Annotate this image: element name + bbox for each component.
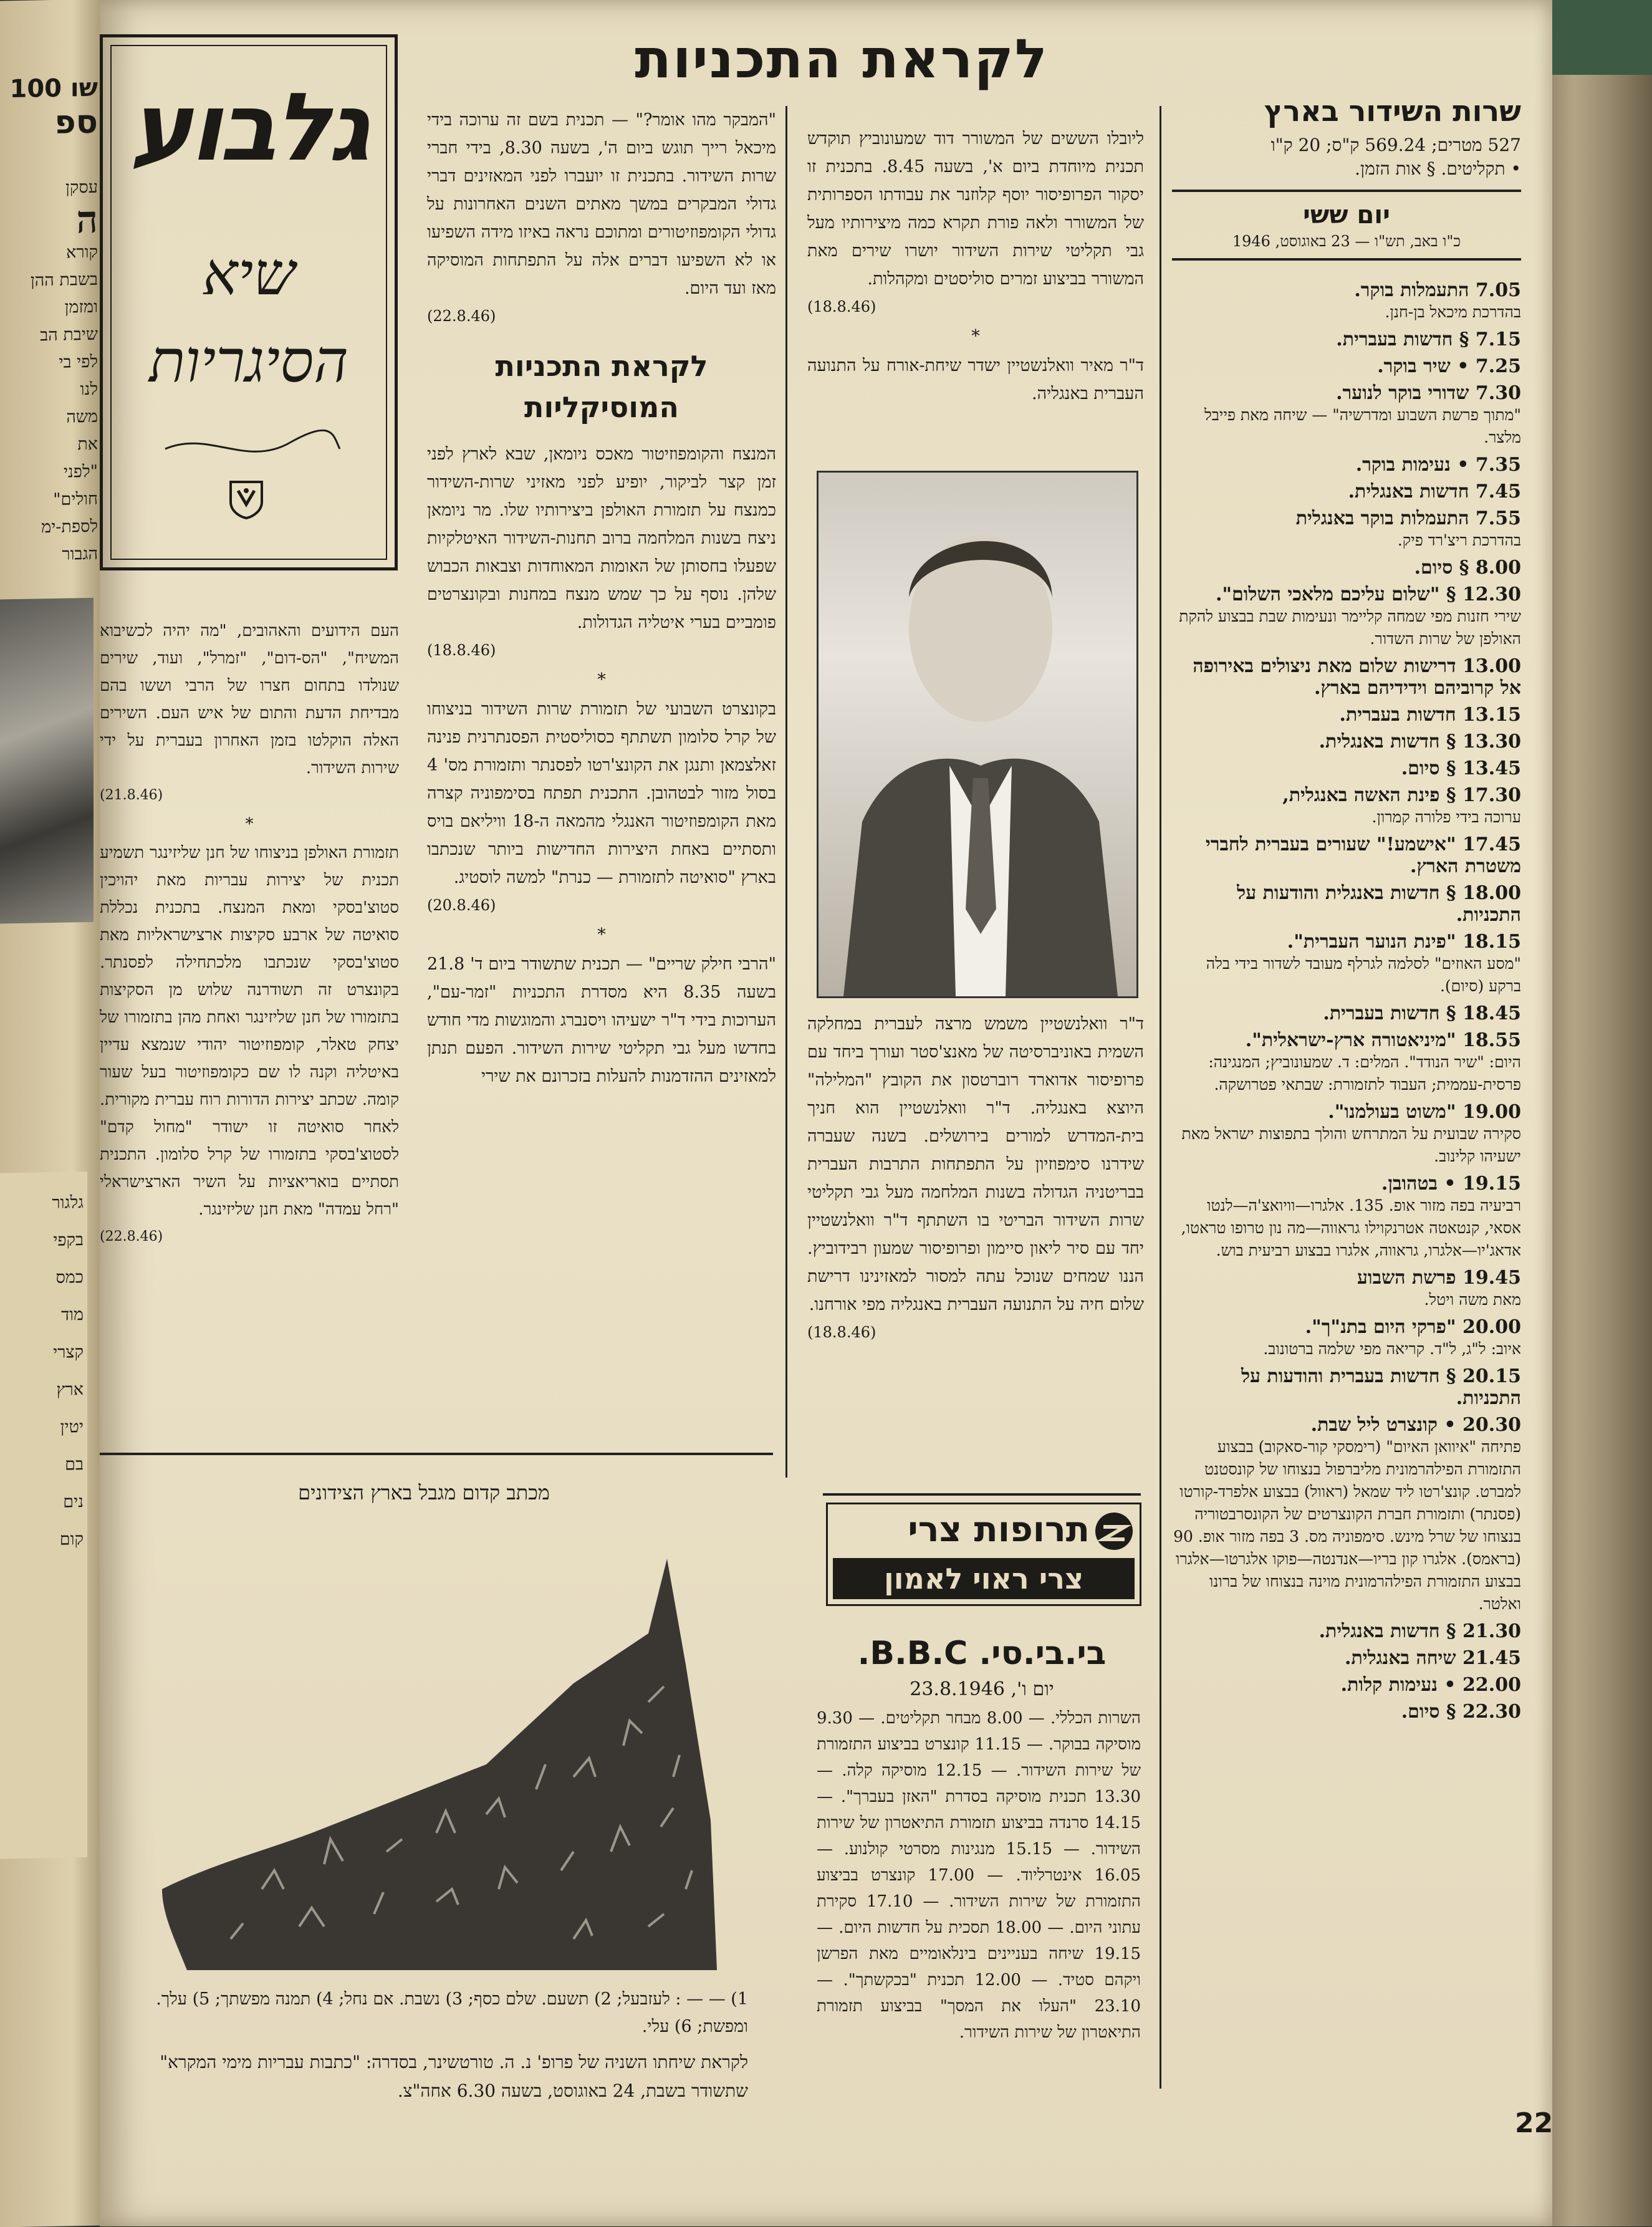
gilboa-ad (100, 34, 398, 570)
schedule-item (1172, 931, 1521, 998)
schedule-item (1172, 507, 1521, 552)
portrait-figure-icon (819, 473, 1136, 996)
schedule-item (1172, 382, 1521, 449)
article-column-middle (807, 125, 1144, 408)
bbc-schedule: השרות הכללי. — 8.00 מבחר תקליטים. — 9.30 מוסיקה בבוקר. — 11.15 קונצרט בביצוע התזמורת של שירות השידור. — 12.15 מוסיקה קלה. — 13.30 תכנית מוסיקה בסדרת "האזן בעברך". — 14.15 סרנדה בביצוע תזמורת התיאטרון של שירות השידור. — 15.15 מנגינות מסרטי קולנוע. — 16.05 אינטרליוד. — 17.00 קונצרט בביצוע התזמורת של שירות השידור. — 17.10 סקירת עתוני היום. — 18.00 תסכית על חדשות היום. — 19.15 שיחה בעניינים בינלאומיים מאת הפרשן ויקהם סטיד. — 12.00 תכנית "בכקשתך". — 23.10 "העלו את המסך" בביצוע תזמורת התיאטרון של שירות השידור. (817, 1709, 1141, 2042)
zori-ad (826, 1503, 1141, 1606)
facing-line: בקפי (53, 1230, 84, 1250)
facing-line: שיבת הב (40, 324, 98, 345)
schedule-item (1172, 882, 1521, 926)
schedule-item-title: 18.00 § חדשות באנגלית והודעות על התכניות. (1237, 882, 1521, 926)
facing-page-text-2 (2, 1184, 84, 1559)
schedule-item-title: 22.00 • נעימות קלות. (1340, 1674, 1521, 1696)
schedule-item-title: 13.15 חדשות בעברית. (1339, 704, 1521, 726)
separator-star: * (597, 670, 606, 690)
facing-line: יטין (60, 1417, 84, 1437)
article-column-far (100, 617, 399, 1251)
article-paragraph: תזמורת האולפן בניצוחו של חנן שליזינגר תשמיע תכנית של יצירות עבריות מאת יהויכין סטוצ'בסקי ומאת המנצח. בתכנית נכללת סואיטה של ארבע סקיצות ארצישראליות מאת סטוצ'בסקי שנכתבו מלכתחילה לפסנתר. בקונצרט זה תשודרנה שלוש מן הסקיצות בתזמורו של חנן שליזינגר ואחת מהן בתזמורו של יצחק טאלר, קומפוזיטור יהודי שנמצא עדיין באיטליה וקנה לו שם כקומפוזיטור בעל שעור קומה. שכתב יצירות הדורות רוח עברית מקורית. לאחר סואיטה זו ישודר "מחול קדם" לסטוצ'בסקי בתזמורו של קרל סלומון. התכנית תסתיים בואריאציות על השיר הארצישראלי "רחל עמדה" מאת חנן שליזינגר. (100, 844, 399, 1219)
schedule-item-title: 13.30 § חדשות באנגלית. (1318, 731, 1521, 753)
schedule-item (1172, 1267, 1521, 1311)
page-number: 22 (1515, 2107, 1554, 2139)
section-rule (823, 1493, 1141, 1496)
facing-page-photo (0, 598, 94, 924)
bbc-title: בי.בי.סי. B.B.C. (857, 1635, 1107, 1672)
schedule-date: כ"ו באב, תש"ו — 23 באוגוסט, 1946 (1232, 233, 1461, 250)
facing-line: הגבור (62, 544, 98, 564)
facing-page-text (4, 174, 98, 570)
facing-line: לנו (80, 379, 98, 400)
schedule-item-description: רביעיה בפה מזור אופ. 135. אלגרו—וויואצ'ה—לנטו אסאי, קנטאטה אטרנקוילו גראווה—מה נון טרופו טראטו, אדאג'יו—אלגרו, גראווה, אלגרו בבצוע רביעית בוש. (1181, 1196, 1521, 1259)
facing-line: בשבת ההן (30, 269, 98, 291)
schedule-item (1172, 1620, 1521, 1642)
zori-logo-icon (1093, 1511, 1135, 1552)
schedule-item (1172, 758, 1521, 779)
facing-line: לפי בי (59, 352, 98, 372)
schedule-item-title: 21.45 שיחה באנגלית. (1345, 1647, 1521, 1669)
inscription-image (137, 1540, 736, 1976)
schedule-item-title: 7.30 שדורי בוקר לנוער. (1336, 382, 1521, 404)
schedule-legend: • תקליטים. § אות הזמן. (1355, 158, 1521, 179)
facing-line: גלגור (52, 1193, 84, 1213)
inscription-caption: מכתב קדום מגבל בארץ הצידונים (298, 1481, 550, 1504)
article-date: (22.8.46) (427, 307, 496, 325)
article-date: (22.8.46) (100, 1229, 163, 1244)
separator-star: * (971, 327, 980, 346)
schedule-item (1172, 329, 1521, 350)
facing-page-header-2: ספ (54, 103, 98, 142)
facing-line: לספת-ימ (41, 516, 98, 537)
article-column-left (427, 106, 776, 1090)
schedule-item (1172, 731, 1521, 753)
inscription-notes: 1) — — : לעזבעל; 2) תשעם. שלם כסף; 3) נשבת. אם נחל; 4) תמנה מפשתך; 5) עלך. ומפשת; 6) עלי. (156, 1989, 748, 2036)
schedule-item-description: "מסע האוזים" לסלמה לגרלף מעובד לשדור בידי בלה ברקע (סיום). (1206, 955, 1521, 995)
schedule-item-title: 7.05 התעמלות בוקר. (1354, 279, 1521, 301)
magazine-page (100, 0, 1552, 2226)
schedule-item-title: 22.30 § סיום. (1401, 1701, 1521, 1723)
schedule-item (1172, 557, 1521, 579)
facing-line: עסקן (65, 177, 98, 198)
binder-edge (1540, 0, 1652, 2226)
facing-line: "לפני (63, 461, 98, 482)
schedule-item-title: 7.55 התעמלות בוקר באנגלית (1295, 507, 1521, 529)
schedule-item (1172, 1647, 1521, 1669)
ad-line-1: שיא (202, 240, 295, 309)
schedule-item (1172, 454, 1521, 476)
facing-line: ארץ (56, 1380, 84, 1400)
flourish-icon (159, 424, 346, 468)
portrait-photo (817, 471, 1138, 998)
facing-line: ה (76, 198, 98, 243)
schedule-item (1172, 481, 1521, 503)
schedule-item-title: 21.30 § חדשות באנגלית. (1318, 1620, 1521, 1642)
separator-star: * (245, 815, 254, 834)
page-headline: לקראת התכניות (635, 28, 1049, 90)
schedule-item-title: 17.45 "אישמע!" שעורים בעברית לחברי משטרת הארץ. (1205, 834, 1521, 877)
schedule-item-description: בהדרכת מיכאל בן-חנן. (1385, 303, 1521, 321)
facing-page (0, 0, 103, 2227)
schedule-item-title: 13.45 § סיום. (1401, 758, 1521, 779)
article-paragraph: בקונצרט השבועי של תזמורת שרות השידור בניצוחו של קרל סלומון תשתתף כסוליסטית הפסנתרנית פנינה זאלצמאן ותנגן את הקונצ'רטו לפסנתר ותזמורת מס' 4 בסול מזור לבטהובן. התכנית תפתח בסימפוניה קצרה מאת הקומפוזיטור האנגלי מהמאה ה-18 וויליאם בויס ותסתיים באחת היצירות החדישות ביותר שנכתבו בארץ "סואיטה לתזמורת — כנרת" למשה לוסטיג. (427, 700, 776, 887)
schedule-item (1172, 1003, 1521, 1024)
facing-line: את (77, 434, 98, 455)
schedule-item (1172, 1701, 1521, 1723)
article-date: (20.8.46) (427, 897, 496, 914)
facing-page-header: שו 100 (9, 73, 98, 104)
facing-line: חולים" (53, 489, 98, 509)
ad-brand: גלבוע (130, 74, 368, 182)
article-column-middle-2 (807, 1010, 1144, 1347)
schedule-item-title: 17.30 § פינת האשה באנגלית, (1282, 784, 1521, 806)
facing-line: כמס (55, 1267, 84, 1287)
schedule-item (1172, 1029, 1521, 1096)
schedule-item-title: 18.55 "מיניאטורה ארץ-ישראלית". (1245, 1029, 1521, 1051)
zori-ad-slogan: צרי ראוי לאמון (833, 1558, 1135, 1599)
schedule-item-title: 7.35 • נעימות בוקר. (1355, 454, 1521, 476)
facing-line: קצרי (53, 1342, 84, 1362)
schedule-item (1172, 655, 1521, 699)
ad-line-2: הסיגריות (149, 327, 348, 396)
schedule-item-description: שירי חזנות מפי שמחה קליימר ונעימות שבת בבצוע להקת האולפן של שרות השדור. (1179, 607, 1521, 648)
schedule-item (1172, 584, 1521, 650)
divider (1172, 190, 1521, 192)
schedule-item-title: 19.00 "משוט בעולמנו". (1328, 1101, 1521, 1123)
article-paragraph: העם הידועים והאהובים, "מה יהיה לכשיבוא המשיח", "הס-דום", "זמרל", ועוד, שירים שנולדו בתחום חצרו של הרבי וששו בהם מבדיחת הדעת והתום של איש העם. השירים האלה הוקלטו בזמן האחרון בעברית על ידי שירות השידור. (100, 622, 399, 777)
schedule-column (1172, 94, 1521, 2151)
schedule-item-title: 13.00 דרישות שלום מאת ניצולים באירופה אל קרוביהם וידידיהם בארץ. (1193, 655, 1521, 699)
schedule-item-title: 19.15 • בטהובן. (1381, 1173, 1521, 1195)
schedule-item (1172, 1173, 1521, 1262)
schedule-item (1172, 279, 1521, 324)
schedule-item-title: 7.45 חדשות באנגלית. (1348, 481, 1521, 503)
schedule-item-description: בהדרכת ריצ'רד פיק. (1397, 531, 1521, 549)
article-paragraph: המנצח והקומפוזיטור מאכס ניומאן, שבא לארץ לפני זמן קצר לביקור, יופיע לפני מאזיני שרות-השידור כמנצח על תזמורת האולפן ביצירותיו שלו. מר ניומאן ניצח בשנות המלחמה ברוב תחנות-השידור האיטלקיות שפעלו בחסותן של האומות המאוחדות וצבאות הכבוש שלהן. נוסף על כך שמש מנצח במחנות ובקונצרטים פומביים בערי איטליה הגדולות. (427, 445, 776, 632)
schedule-item (1172, 1674, 1521, 1696)
schedule-item-description: סקירה שבועית על המתרחש והולך בתפוצות ישראל מאת ישעיהו קלינוב. (1181, 1125, 1521, 1165)
schedule-item (1172, 1365, 1521, 1409)
article-paragraph: ד"ר מאיר וואלנשטיין ישדר שיחת-אורח על התנועה העברית באנגליה. (807, 356, 1144, 403)
schedule-item (1172, 704, 1521, 726)
schedule-item (1172, 1101, 1521, 1168)
column-rule (1160, 106, 1161, 2089)
facing-line: ומזמן (64, 297, 98, 317)
article-date: (18.8.46) (807, 298, 876, 315)
schedule-item-title: 12.30 § "שלום עליכם מלאכי השלום". (1215, 584, 1521, 605)
article-paragraph: "המבקר מהו אומר?" — תכנית בשם זה ערוכה בידי מיכאל רייך תוגש ביום ה', בשעה 8.30, בידי חברי שרות השידור. בתכנית זו יועברו לפני המאזינים דברי גדולי המבקרים במשך מאתים השנים האחרונות על גדולי הקומפוזיטורים ומתוכם נראה באיזו מידה השפיעו או לא השפיעו דברים אלה על התפתחות המוסיקה מאז ועד היום. (427, 110, 776, 298)
schedule-item-description: מאת משה ויטל. (1424, 1291, 1521, 1309)
bbc-day: יום ו', 23.8.1946 (910, 1678, 1054, 1700)
facing-line: נים (63, 1492, 84, 1512)
schedule-item-description: היום: "שיר הנודד". המלים: ד. שמעונוביץ; המנגינה: פרסית-עממית; העבוד לתזמורת: שבתאי פטרושקה. (1208, 1053, 1521, 1094)
article-date: (18.8.46) (427, 642, 496, 659)
divider (1172, 258, 1521, 261)
schedule-day: יום ששי (1303, 201, 1390, 229)
schedule-item-title: 7.15 § חדשות בעברית. (1336, 329, 1521, 350)
shield-logo-icon (224, 477, 268, 521)
schedule-item (1172, 355, 1521, 377)
inscription-program-note: לקראת שיחתו השניה של פרופ' נ. ה. טורטשינר, בסדרה: "כתבות עבריות מימי המקרא" שתשודר בשבת, 24 באוגוסט, בשעה 6.30 אחה"צ. (160, 2052, 748, 2101)
schedule-item-title: 18.45 § חדשות בעברית. (1323, 1003, 1521, 1024)
schedule-item-title: 18.15 "פינת הנוער העברית". (1287, 931, 1521, 953)
column-rule (785, 106, 787, 1478)
schedule-list (1172, 279, 1521, 1723)
schedule-item (1172, 834, 1521, 877)
schedule-item (1172, 784, 1521, 829)
article-date: (18.8.46) (807, 1324, 876, 1341)
facing-line: קורא (66, 242, 98, 262)
schedule-item-title: 20.30 • קונצרט ליל שבת. (1310, 1414, 1521, 1436)
facing-line: קום (59, 1529, 84, 1549)
facing-page-column (0, 1171, 87, 1859)
zori-ad-title: תרופות צרי (908, 1509, 1090, 1550)
schedule-item (1172, 1414, 1521, 1615)
schedule-item-description: ערוכה בידי פלורה קמרון. (1371, 808, 1521, 826)
schedule-item-title: 20.15 § חדשות בעברית והודעות על התכניות. (1241, 1365, 1521, 1409)
article-paragraph: ד"ר וואלנשטיין משמש מרצה לעברית במחלקה השמית באוניברסיטה של מאנצ'סטר ועורך ביחד עם פרופיסור אדוארד רוברטסון את הקובץ "המלילה" היוצא באנגליה. ד"ר וואלנשטיין הוא חניך בית-המדרש למורים בירושלים. בשנה שעברה שידרנו סימפוזיון על התפתחות התרבות העברית בבריטניה הגדולה בשנות המלחמה מעל גבי תקליטי שרות השידור הבריטי בו השתתף ד"ר וואלנשטיין יחד עם סיר ליאון סיימון ופרופיסור שמעון רבידוביץ. הננו שמחים שנוכל עתה למסור למאזינינו דרישת שלום חיה על התנועה העברית באנגליה מפי אורחנו. (807, 1014, 1144, 1314)
section-heading: לקראת התכניות המוסיקליות (495, 349, 708, 424)
schedule-item-description: "מתוך פרשת השבוע ומדרשיה" — שיחה מאת פייבל מלצר. (1204, 406, 1521, 446)
article-date: (21.8.46) (100, 787, 163, 803)
facing-line: מוד (61, 1305, 84, 1325)
separator-star: * (597, 925, 606, 945)
facing-line: משה (66, 406, 98, 427)
schedule-item-description: פתיחה "איוואן האיום" (רימסקי קור-סאקוב) בבצוע התזמורת הפילהרמונית מליברפול בנצוחו של קונסטנט למברט. קונצ'רטו ליד שמאל (ראוול) בבצוע אלפרד-קורטו (פסנתר) ותזמורת חברת הקונצרטים של הקונסרבטוריה בנצוחו של שרל מינש. סימפוניה מס. 3 בפה מזור אופ. 90 (בראמס). אלגרו קון בריו—אנדנטה—פוקו אלגרטו—אלגרו בבצוע התזמורת הפילהרמונית מוינה בנצוחו של ברונו ואלטר. (1173, 1438, 1521, 1613)
schedule-item-title: 8.00 § סיום. (1414, 557, 1521, 579)
schedule-item-description: איוב: ל"ג, ל"ד. קריאה מפי שלמה ברטונוב. (1263, 1340, 1521, 1358)
section-rule (100, 1453, 773, 1455)
schedule-title: שרות השידור בארץ (1264, 94, 1521, 128)
schedule-item (1172, 1316, 1521, 1360)
schedule-item-title: 20.00 "פרקי היום בתנ"ך". (1305, 1316, 1521, 1338)
facing-line: בם (65, 1455, 84, 1474)
schedule-frequency: 527 מטרים; 569.24 ק"ס; 20 ק"ו (1270, 135, 1521, 155)
article-paragraph: "הרבי חילק שריים" — תכנית שתשודר ביום ד' 21.8 בשעה 8.35 היא מסדרת התכניות "זמר-עם", הערוכות בידי ד"ר ישעיהו ויסנברג והמוגשות מדי חודש בחדשו מעל גבי תקליטי שירות השידור. הפעם תנתן למאזינים ההזדמנות להעלות בזכרונם את שירי (427, 955, 776, 1086)
schedule-item-title: 19.45 פרשת השבוע (1357, 1267, 1521, 1289)
schedule-item-title: 7.25 • שיר בוקר. (1377, 355, 1521, 377)
article-paragraph: ליובלו הששים של המשורר דוד שמעונוביץ תוקדש תכנית מיוחדת ביום א', בשעה 8.45. בתכנית זו יסקור הפרופיסור יוסף קלוזנר את עבודתו הספרותית של המשורר ולאה פורת תקרא כמה מיצירותיו מעל גבי תקליטי שירות השידור יושרו שירים מאת המשורר בביצוע זמרים סוליסטים ומקהלות. (807, 129, 1145, 289)
